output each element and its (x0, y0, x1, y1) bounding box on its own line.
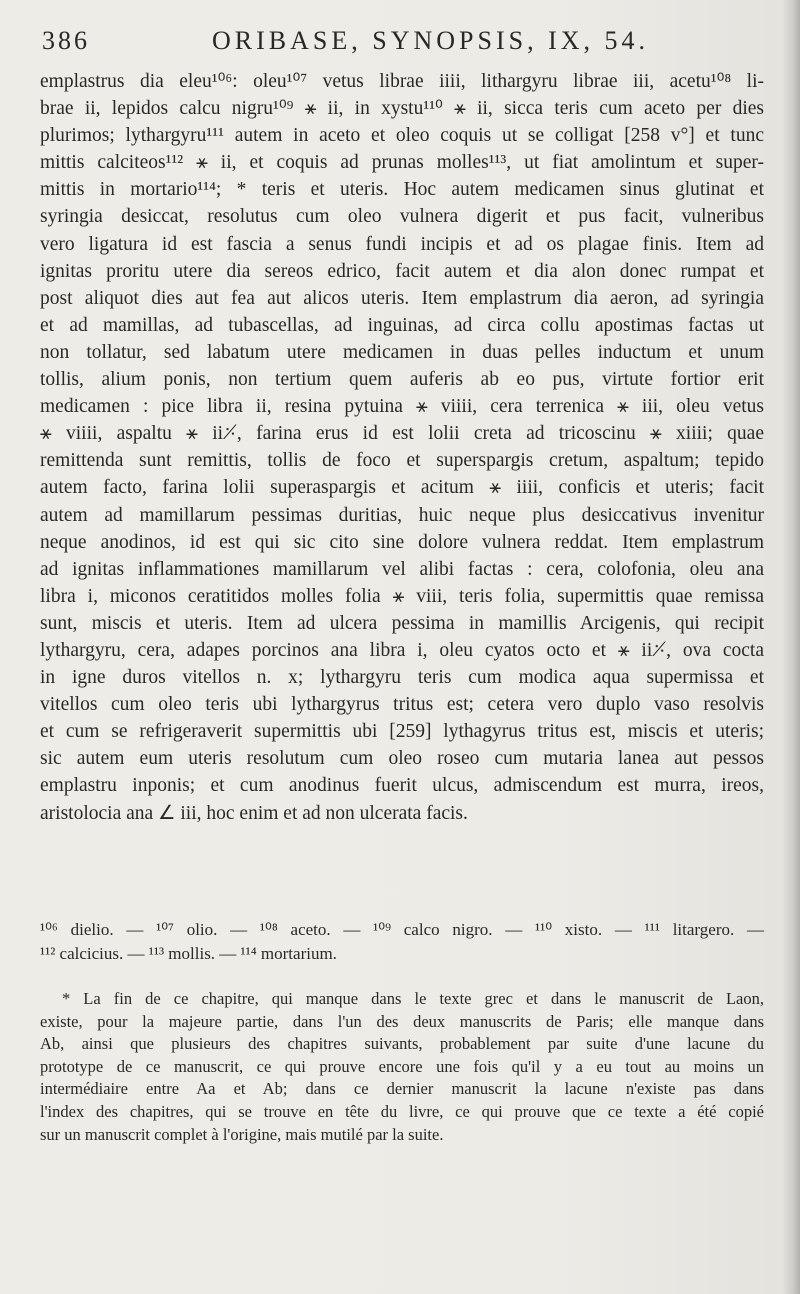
text-line: et cum se refrigeraverit supermittis ubi [259] lythagyrus tritus est, miscis et uteris; (40, 721, 764, 743)
text-line: plurimos; lythargyru¹¹¹ autem in aceto et oleo coquis ut se colligat [258 v°] et tunc (40, 125, 764, 147)
text-line: lythargyru, cera, adapes porcinos ana libra i, oleu cyatos octo et ⚹ ii⸓, ova cocta (40, 639, 764, 661)
main-text (40, 68, 764, 827)
page-header (42, 26, 760, 66)
text-line: ignitas proritu utere dia sereos edrico, facit autem et dia alon donec rumpat et (40, 260, 764, 282)
text-line: syringia desiccat, resolutus cum oleo vulnera digerit et pus facit, vulneribus (40, 206, 764, 228)
running-title: ORIBASE, SYNOPSIS, IX, 54. (212, 26, 649, 55)
text-line: ⚹ viiii, aspaltu ⚹ ii⸓, farina erus id est lolii creta ad tricoscinu ⚹ xiiii; quae (40, 423, 764, 445)
editor-note (40, 988, 764, 1146)
note-line: existe, pour la majeure partie, dans l'un des deux manuscrits de Paris; elle manque dans (40, 1011, 764, 1031)
text-line: mittis calciteos¹¹² ⚹ ii, et coquis ad prunas molles¹¹³, ut fiat amolintum et super- (40, 152, 764, 174)
note-line: prototype de ce manuscrit, ce qui prouve encore une fois qu'il y a eu tout au moins un (40, 1056, 764, 1076)
text-line: autem facto, farina lolii superaspargis et acitum ⚹ iiii, conficis et uteris; facit (40, 477, 764, 499)
text-line: emplastru inponis; et cum anodinus fuerit ulcus, admiscendum est murra, ireos, (40, 775, 764, 797)
text-line: remittenda sunt remittis, tollis de foco et superspargis cretum, aspaltum; tepido (40, 450, 764, 472)
text-line: et ad mamillas, ad tubascellas, ad inguinas, ad circa collu apostimas factas ut (40, 314, 764, 336)
note-line: intermédiaire entre Aa et Ab; dans ce dernier manuscrit la lacune n'existe pas dans (40, 1079, 764, 1099)
text-line: libra i, miconos ceratitidos molles folia ⚹ viii, teris folia, supermittis quae remissa (40, 585, 764, 607)
text-line: non tollatur, sed labatum utere medicamen in duas pelles inductum et unum (40, 341, 764, 363)
note-line: * La fin de ce chapitre, qui manque dans le texte grec et dans le manuscrit de Laon, (62, 989, 764, 1008)
text-line: neque anodinos, id est qui sic cito sine dolore vulnera reddat. Item emplastrum (40, 531, 764, 553)
text-line: emplastrus dia eleu¹⁰⁶: oleu¹⁰⁷ vetus librae iiii, lithargyru librae iii, acetu¹⁰⁸ li- (40, 71, 764, 92)
page-edge-shadow (782, 0, 800, 1294)
text-line: vitellos cum oleo teris ubi lythargyrus tritus est; cetera vero duplo vaso resolvis (40, 694, 764, 716)
footnote-line: ¹⁰⁶ dielio. — ¹⁰⁷ olio. — ¹⁰⁸ aceto. — ¹⁰⁹ calco nigro. — ¹¹⁰ xisto. — ¹¹¹ litargero. — (40, 920, 764, 939)
text-line: medicamen : pice libra ii, resina pytuina ⚹ viiii, cera terrenica ⚹ iii, oleu vetus (40, 396, 764, 418)
note-line: Ab, ainsi que plusieurs des chapitres suivants, probablement par suite d'une lacune du (40, 1034, 764, 1054)
text-line: brae ii, lepidos calcu nigru¹⁰⁹ ⚹ ii, in xystu¹¹⁰ ⚹ ii, sicca teris cum aceto per dies (40, 98, 764, 120)
text-line: sunt, miscis et uteris. Item ad ulcera pessima in mamillis Arcigenis, qui recipit (40, 612, 764, 634)
text-line: mittis in mortario¹¹⁴; * teris et uteris. Hoc autem medicamen sinus glutinat et (40, 179, 764, 201)
text-line: sic autem eum uteris resolutum cum oleo roseo cum mutaria lanea aut pessos (40, 748, 764, 770)
text-line: ad ignitas inflammationes mamillarum vel alibi factas : cera, colofonia, oleu ana (40, 558, 764, 580)
page-number: 386 (42, 26, 90, 55)
note-line: l'index des chapitres, qui se trouve en tête du livre, ce qui prouve que ce texte a été copié (40, 1101, 764, 1121)
text-line: tollis, alium ponis, non tertium quem auferis ab eo pus, virtute fortior erit (40, 369, 764, 391)
text-line: autem ad mamillarum pessimas duritias, huic neque plus desiccativus invenitur (40, 504, 764, 526)
text-line: post aliquot dies aut fea aut alicos uteris. Item emplastrum dia aeron, ad syringia (40, 287, 764, 309)
footnotes (40, 918, 764, 966)
text-line: in igne duros vitellos n. x; lythargyru teris cum modica aqua supermissa et (40, 667, 764, 689)
note-line: sur un manuscrit complet à l'origine, mais mutilé par la suite. (40, 1124, 444, 1144)
text-line: vero ligatura id est fascia a senus fundi incipis et ad os plagae finis. Item ad (40, 233, 764, 255)
footnote-line: ¹¹² calcicius. — ¹¹³ mollis. — ¹¹⁴ mortarium. (40, 944, 337, 963)
text-line: aristolocia ana ∠ iii, hoc enim et ad non ulcerata facis. (40, 802, 468, 824)
